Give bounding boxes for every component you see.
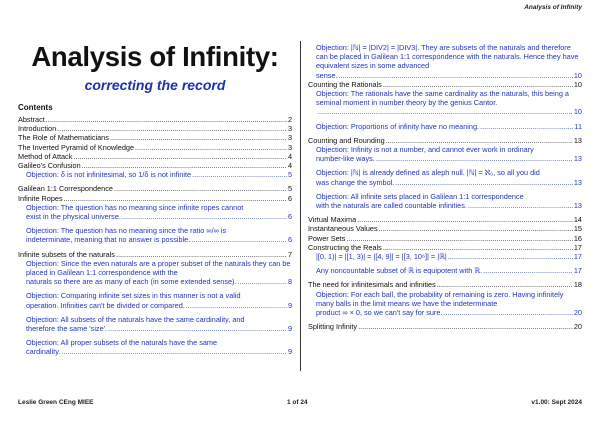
contents-heading: Contents	[18, 103, 53, 112]
toc-dot-leader	[383, 243, 573, 252]
toc-entry-title: Constructing the Reals	[308, 242, 382, 252]
toc-entry[interactable]	[308, 322, 582, 331]
toc-entry-text-last: Any noncountable subset of ℝ is equipotent with ℝ.	[316, 266, 483, 276]
toc-entry[interactable]	[18, 124, 292, 133]
toc-entry-title: Galilean 1:1 Correspondence	[18, 184, 113, 194]
toc-page-number: 8	[287, 277, 292, 287]
toc-entry-text-last: with the naturals are called countable infinities.	[316, 201, 467, 211]
toc-entry-title: Virtual Maxima	[308, 215, 357, 225]
toc-entry[interactable]	[18, 194, 292, 203]
toc-dot-leader	[192, 170, 287, 179]
toc-page-number: 5	[287, 170, 292, 180]
toc-entry-text: Objection: All infinite sets placed in Galilean 1:1 correspondence	[316, 191, 524, 201]
toc-page-number: 13	[573, 201, 582, 211]
toc-entry-title: Infinite subsets of the naturals	[18, 249, 115, 259]
toc-dot-leader	[437, 280, 573, 289]
toc-entry[interactable]	[308, 224, 582, 233]
toc-objection-entry[interactable]	[308, 266, 582, 275]
toc-dot-leader	[46, 115, 287, 124]
toc-page-number: 4	[287, 161, 292, 171]
toc-page-number: 3	[287, 124, 292, 134]
toc-entry[interactable]	[308, 243, 582, 252]
toc-objection-entry[interactable]	[308, 252, 582, 261]
toc-dot-leader	[122, 212, 287, 221]
toc-entry-title: Power Sets	[308, 233, 346, 243]
toc-page-number: 4	[287, 151, 292, 161]
toc-entry-text-last: number-like ways.	[316, 154, 375, 164]
toc-page-number: 17	[573, 242, 582, 252]
toc-dot-leader	[379, 224, 573, 233]
toc-page-number: 20	[573, 322, 582, 332]
toc-page-number: 18	[573, 280, 582, 290]
toc-objection-entry[interactable]	[18, 338, 292, 356]
toc-dot-leader	[64, 194, 287, 203]
toc-dot-leader	[383, 80, 573, 89]
footer-author: Leslie Green CEng MIEE	[18, 399, 94, 406]
toc-page-number: 15	[573, 224, 582, 234]
toc-dot-leader	[443, 308, 572, 317]
toc-objection-entry[interactable]	[18, 291, 292, 309]
toc-entry-text-last: |[0, 1)| = |[1, 3)| = |[4, 9]| = |[3, 10⁶]| = |ℝ|	[316, 252, 447, 262]
toc-dot-leader	[395, 178, 573, 187]
toc-page-number: 20	[573, 308, 582, 318]
running-header: Analysis of Infinity	[524, 4, 582, 11]
toc-entry-title: Introduction	[18, 124, 57, 134]
toc-entry[interactable]	[18, 184, 292, 193]
toc-entry-text-last: exist in the physical universe.	[26, 212, 121, 222]
toc-entry-text: Objection: |ℕ| = |DIV2| = |DIV3|. They are subsets of the naturals and therefore can be placed in Galilean 1:1 correspondence with the naturals. Hence they have equivalent sizes in some advanced	[316, 43, 579, 71]
toc-objection-entry[interactable]	[18, 226, 292, 244]
toc-page-number: 17	[573, 266, 582, 276]
toc-right-column	[308, 43, 582, 331]
toc-objection-entry[interactable]	[308, 145, 582, 163]
toc-entry[interactable]	[308, 80, 582, 89]
toc-objection-entry[interactable]	[308, 168, 582, 186]
toc-dot-leader	[238, 277, 287, 286]
footer-version: v1.00: Sept 2024	[531, 399, 582, 406]
toc-page-number: 10	[573, 79, 582, 89]
toc-page-number: 6	[287, 212, 292, 222]
toc-entry-text: Objection: All proper subsets of the naturals have the same	[26, 338, 218, 348]
toc-entry-text: Objection: All subsets of the naturals have the same cardinality, and	[26, 314, 245, 324]
toc-page-number: 3	[287, 133, 292, 143]
toc-dot-leader	[317, 107, 573, 116]
toc-entry-title: The Role of Mathematicians	[18, 133, 109, 143]
toc-entry-title: The need for infinitesimals and infinities	[308, 280, 436, 290]
toc-entry[interactable]	[308, 136, 582, 145]
toc-page-number: 13	[573, 135, 582, 145]
toc-objection-entry[interactable]	[18, 203, 292, 221]
toc-dot-leader	[357, 215, 573, 224]
toc-page-number: 5	[287, 184, 292, 194]
toc-dot-leader	[73, 152, 287, 161]
toc-dot-leader	[480, 122, 573, 131]
toc-entry-text-last: therefore the same 'size'.	[26, 324, 108, 334]
toc-dot-leader	[61, 347, 287, 356]
toc-dot-leader	[358, 322, 573, 331]
toc-entry-text: Objection: Since the even naturals are a proper subset of the naturals they can be placed in Galilean 1:1 correspondence with the	[26, 258, 291, 278]
toc-entry[interactable]	[18, 133, 292, 142]
document-title: Analysis of Infinity:	[31, 41, 279, 72]
toc-objection-entry[interactable]	[308, 89, 582, 117]
toc-entry-text: Objection: The question has no meaning since infinite ropes cannot	[26, 202, 244, 212]
toc-entry-text-last: indeterminate, meaning that no answer is possible.	[26, 235, 191, 245]
toc-page-number: 6	[287, 235, 292, 245]
toc-objection-entry[interactable]	[308, 290, 582, 318]
toc-entry-title: The Inverted Pyramid of Knowledge	[18, 142, 135, 152]
toc-dot-leader	[186, 301, 287, 310]
toc-dot-leader	[57, 124, 287, 133]
toc-dot-leader	[110, 133, 287, 142]
toc-left-column	[18, 115, 292, 357]
toc-dot-leader	[468, 201, 573, 210]
toc-page-number: 16	[573, 233, 582, 243]
toc-entry-text-last: sense.	[316, 70, 338, 80]
footer-page-number: 1 of 24	[287, 399, 308, 406]
toc-entry[interactable]	[308, 215, 582, 224]
toc-page-number: 7	[287, 249, 292, 259]
toc-page-number: 13	[573, 154, 582, 164]
toc-dot-leader	[116, 250, 287, 259]
toc-page-number: 9	[287, 347, 292, 357]
toc-page-number: 14	[573, 215, 582, 225]
toc-entry[interactable]	[18, 152, 292, 161]
toc-entry-title: Abstract	[18, 115, 45, 124]
toc-entry-title: Counting and Rounding	[308, 135, 385, 145]
toc-entry-text-last: cardinality.	[26, 347, 61, 357]
toc-entry-title: Galileo's Confusion	[18, 161, 81, 171]
toc-page-number: 2	[287, 115, 292, 124]
toc-page-number: 10	[573, 107, 582, 117]
toc-page-number: 13	[573, 177, 582, 187]
toc-entry[interactable]	[18, 115, 292, 124]
toc-entry[interactable]	[308, 234, 582, 243]
toc-entry-text-last: product ∞ × 0, so we can't say for sure.	[316, 308, 443, 318]
toc-dot-leader	[346, 234, 573, 243]
toc-page-number: 9	[287, 324, 292, 334]
toc-dot-leader	[483, 266, 573, 275]
toc-entry-text: Objection: Comparing infinite set sizes in this manner is not a valid	[26, 291, 241, 301]
toc-entry-text: Objection: For each ball, the probability of remaining is zero. Having infinitely many balls in the limit means we have the indeterminate	[316, 289, 564, 308]
toc-entry-text: Objection: |ℕ| is already defined as aleph null. |ℕ| = ℵ₀, so all you did	[316, 168, 540, 178]
toc-page-number: 9	[287, 300, 292, 310]
toc-objection-entry[interactable]	[308, 192, 582, 210]
toc-dot-leader	[108, 324, 287, 333]
toc-objection-entry[interactable]	[18, 315, 292, 333]
toc-entry-title: Method of Attack	[18, 151, 73, 161]
toc-entry-text: Objection: Infinity is not a number, and cannot ever work in ordinary	[316, 145, 534, 155]
toc-entry-title: Instantaneous Values	[308, 224, 378, 234]
toc-dot-leader	[448, 252, 573, 261]
toc-entry[interactable]	[18, 161, 292, 170]
toc-page-number: 6	[287, 193, 292, 203]
toc-objection-entry[interactable]	[18, 170, 292, 179]
toc-dot-leader	[339, 71, 573, 80]
toc-page-number: 11	[574, 121, 582, 131]
toc-page-number: 10	[573, 70, 582, 80]
toc-entry-text-last: was change the symbol.	[316, 177, 395, 187]
column-divider	[300, 41, 301, 371]
toc-entry-text-last: naturals so there are as many of each (in some extended sense).	[26, 277, 237, 287]
toc-dot-leader	[114, 184, 287, 193]
toc-page-number: 3	[287, 142, 292, 152]
toc-dot-leader	[376, 154, 573, 163]
toc-dot-leader	[135, 143, 287, 152]
toc-entry[interactable]	[308, 280, 582, 289]
document-subtitle: correcting the record	[84, 77, 226, 93]
toc-entry-text-last: Objection: Proportions of infinity have no meaning.	[316, 121, 480, 131]
toc-entry[interactable]	[18, 143, 292, 152]
toc-dot-leader	[191, 235, 287, 244]
toc-entry[interactable]	[18, 250, 292, 259]
toc-entry-text-last: Objection: δ is not infinitesimal, so 1/δ is not infinite	[26, 170, 192, 180]
toc-entry-text-last: operation. Infinities can't be divided or compared.	[26, 300, 185, 310]
toc-objection-entry[interactable]	[308, 122, 582, 131]
toc-entry-title: Infinite Ropes	[18, 193, 63, 203]
toc-entry-title: Splitting Infinity	[308, 322, 358, 332]
toc-entry-text: Objection: The rationals have the same cardinality as the naturals, this being a seminal moment in number theory by the genius Cantor.	[316, 89, 569, 108]
toc-entry-title: Counting the Rationals	[308, 79, 382, 89]
toc-dot-leader	[386, 136, 573, 145]
toc-dot-leader	[82, 161, 287, 170]
toc-entry-text: Objection: The question has no meaning since the ratio ∞/∞ is	[26, 226, 227, 236]
toc-objection-entry[interactable]	[308, 43, 582, 80]
toc-page-number: 17	[573, 252, 582, 262]
toc-objection-entry[interactable]	[18, 259, 292, 287]
